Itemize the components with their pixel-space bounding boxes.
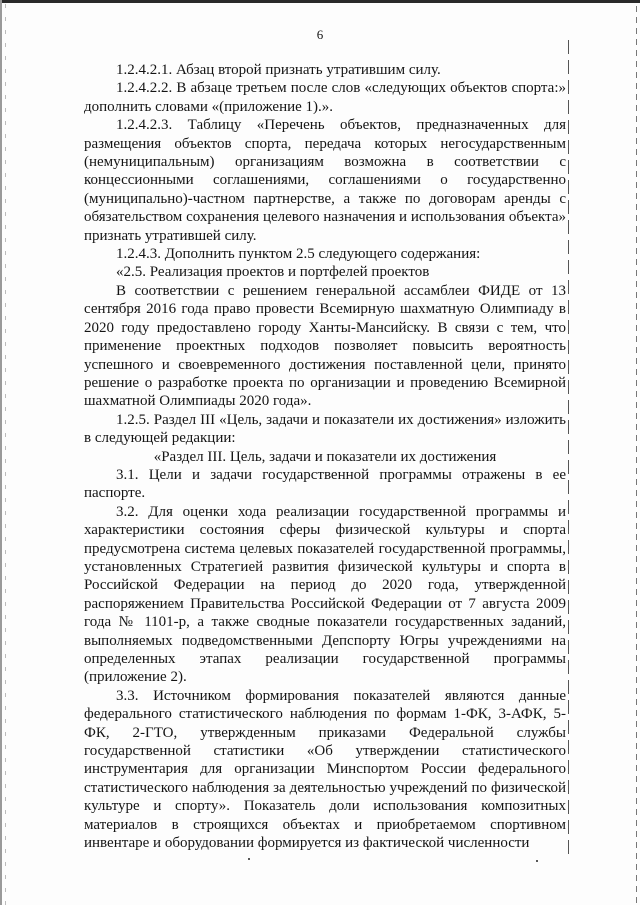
scan-artifact-right [636, 6, 637, 905]
paragraph-2-5-body: В соответствии с решением генеральной ассамблеи ФИДЕ от 13 сентября 2016 года право провести Всемирную шахматную Олимпиаду в 2020 году предоставлено городу Ханты-Мансийску. В связи с тем, что применение проектных подходов позволяет повысить вероятность успешного и своевременного достижения поставленной цели, принято решение о разработке проекта по организации и проведению Всемирной шахматной Олимпиады 2020 года». [84, 282, 566, 410]
scan-speck [536, 860, 538, 862]
right-margin-line [568, 40, 569, 855]
paragraph-3-2: 3.2. Для оценки хода реализации государственной программы и характеристики состояния сферы физической культуры и спорта предусмотрена система целевых показателей государственной программы, установленных Стратегией развития физической культуры и спорта в Российской Федерации на период до 2020 года, утвержденной распоряжением Правительства Российской Федерации от 7 августа 2009 года № 1101-р, а также сводные показатели государственных заданий, выполняемых подведомственными Депспорту Югры учреждениями на определенных этапах реализации государственной программы (приложение 2). [84, 503, 566, 686]
paragraph-1-2-4-2-1: 1.2.4.2.1. Абзац второй признать утратившим силу. [116, 62, 441, 78]
paragraph-1-2-5: 1.2.5. Раздел III «Цель, задачи и показатели их достижения» изложить в следующей редакции: [84, 411, 566, 447]
document-body [84, 61, 566, 852]
scan-top-edge [0, 0, 640, 3]
scan-artifact-left [5, 4, 6, 905]
scan-left-edge [0, 0, 2, 905]
section-3-heading: «Раздел III. Цель, задачи и показатели их достижения [153, 448, 497, 465]
paragraph-3-1: 3.1. Цели и задачи государственной программы отражены в ее паспорте. [84, 466, 566, 502]
scan-speck [248, 858, 250, 860]
paragraph-1-2-4-2-2: 1.2.4.2.2. В абзаце третьем после слов «следующих объектов спорта:» дополнить словами «(приложение 1).». [84, 80, 566, 115]
page-number: 6 [316, 27, 324, 42]
paragraph-1-2-4-3: 1.2.4.3. Дополнить пунктом 2.5 следующего содержания: [116, 246, 481, 263]
paragraph-1-2-4-2-3: 1.2.4.2.3. Таблицу «Перечень объектов, предназначенных для размещения объектов спорта, передача которых негосударственным (немуниципальным) организациям возможна в соответствии с концессионными соглашениями, соглашениями о государственно (муниципально)-частном партнерстве, а также по договорам аренды с обязательством сохранения целевого назначения и использования объекта» признать утратившей силу. [84, 117, 566, 244]
paragraph-2-5-heading: «2.5. Реализация проектов и портфелей проектов [116, 264, 430, 281]
paragraph-3-3: 3.3. Источником формирования показателей являются данные федерального статистического наблюдения по формам 1-ФК, 3-АФК, 5-ФК, 2-ГТО, утвержденным приказами Федеральной службы государственной статистики «Об утверждении статистического инструментария для организации Минспортом России федерального статистического наблюдения за деятельностью учреждений по физической культуре и спорту». Показатель доли использования композитных материалов в строящихся объектах и приобретаемом спортивном инвентаре и оборудовании формируется из фактической численности [84, 687, 566, 852]
